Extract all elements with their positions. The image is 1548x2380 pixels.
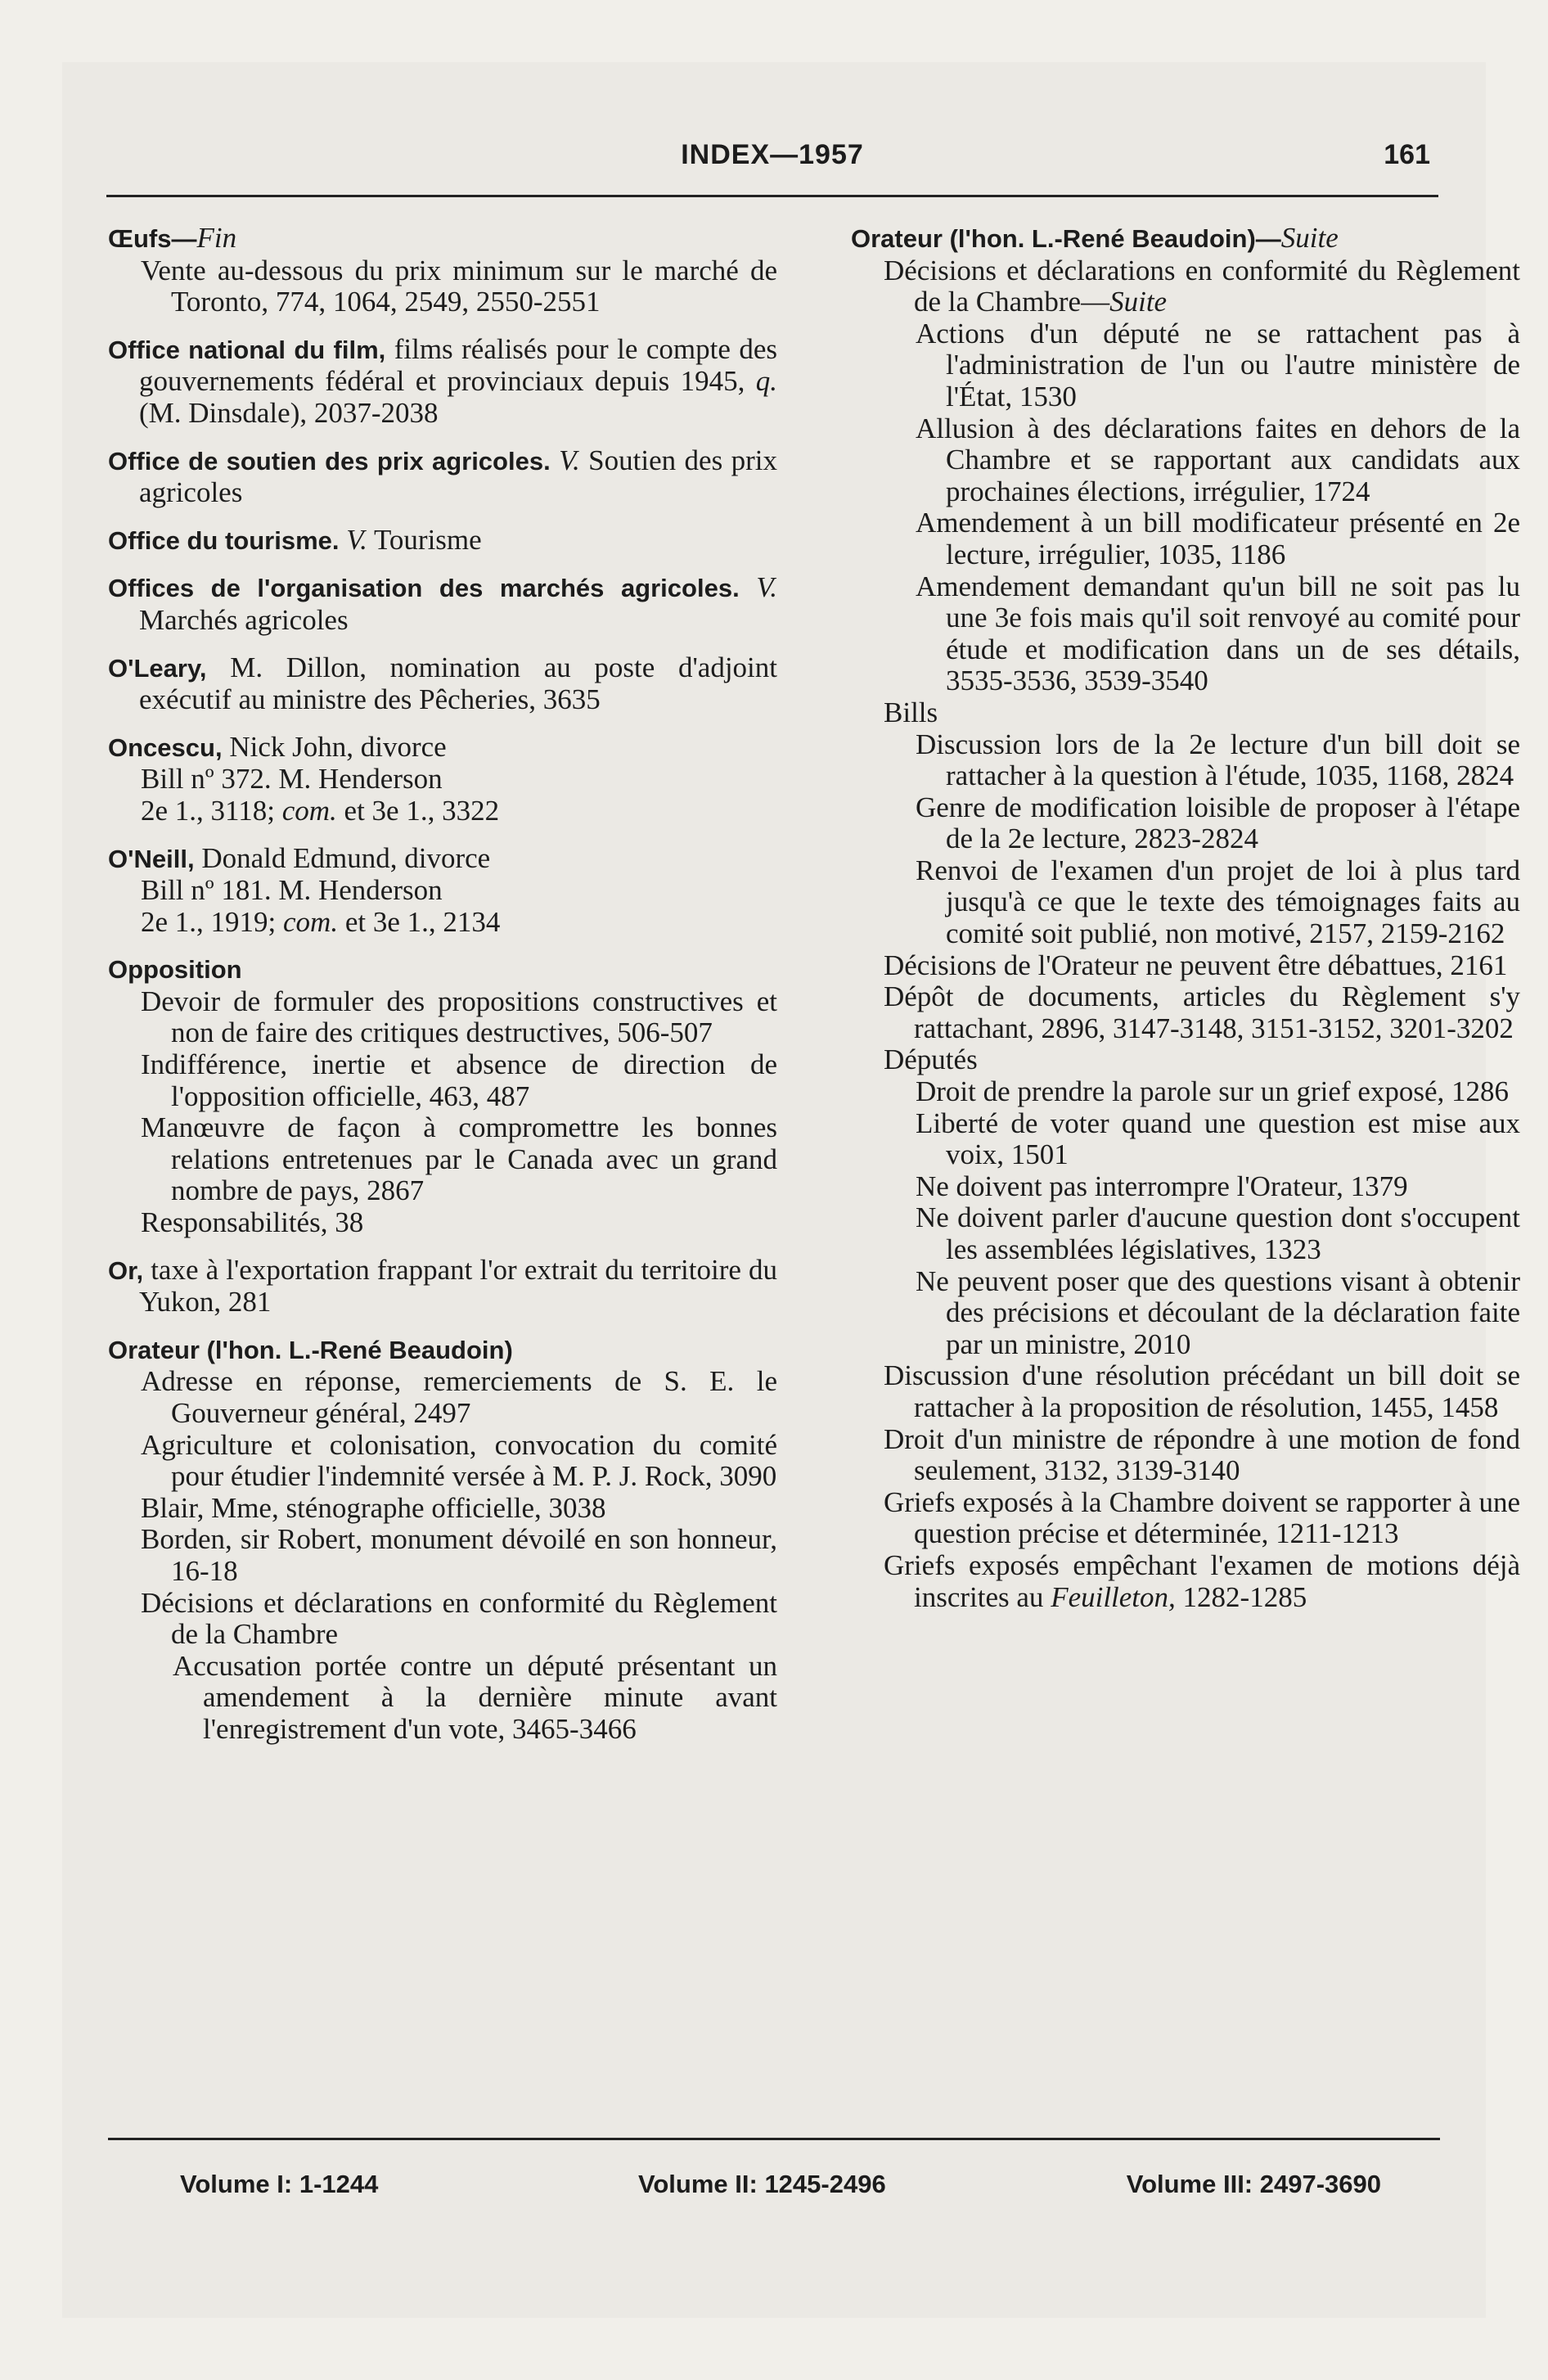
index-column-right [851,223,1520,1613]
entry-italic: Feuilleton, [1051,1580,1176,1613]
entry-text: Nick John, divorce [222,730,447,763]
index-subsubentry: Droit de prendre la parole sur un grief exposé, 1286 [916,1075,1510,1108]
index-subentry: Bill nº 372. M. Henderson [141,763,443,796]
index-entry [108,445,777,509]
index-subsubentry: Genre de modification loisible de proposer à l'étape de la 2e lecture, 2823-2824 [916,791,1520,855]
entry-text: Griefs exposés empêchant l'examen de motions déjà inscrites au [884,1548,1520,1613]
index-subentry: Bill nº 181. M. Henderson [141,874,443,907]
index-entry [108,1334,777,1367]
page-number: 161 [1384,139,1430,170]
index-subentry: Décisions de l'Orateur ne peuvent être débattues, 2161 [884,949,1508,981]
index-subsubentry: Actions d'un député ne se rattachent pas à l'administration de l'un ou l'autre ministère de l'État, 1530 [916,317,1520,412]
volume-range-3: Volume III: 2497-3690 [1126,2170,1381,2198]
entry-text: 2e 1., 3118; [141,794,282,827]
index-subentry: Discussion d'une résolution précédant un bill doit se rattacher à la proposition de résolution, 1455, 1458 [884,1359,1520,1423]
index-subentry: Blair, Mme, sténographe officielle, 3038 [141,1491,606,1524]
index-subentry: Borden, sir Robert, monument dévoilé en son honneur, 16-18 [141,1523,777,1587]
index-subsubentry: Amendement demandant qu'un bill ne soit pas lu une 3e fois mais qu'il soit renvoyé au comité pour étude et modification dans un de ses détails, 3535-3536, 3539-3540 [916,570,1520,697]
index-subsubentry: Ne peuvent poser que des questions visant à obtenir des précisions et découlant de la déclaration faite par un ministre, 2010 [916,1264,1520,1360]
entry-italic: com. [281,794,337,827]
entry-continuation: Suite [1109,286,1168,318]
index-subsubentry: Ne doivent parler d'aucune question dont s'occupent les assemblées législatives, 1323 [916,1201,1520,1265]
index-subentry: Droit d'un ministre de répondre à une motion de fond seulement, 3132, 3139-3140 [884,1422,1520,1487]
entry-text: Soutien des prix agricoles [139,444,778,509]
index-subentry [851,255,1520,318]
entry-text: Marchés agricoles [139,603,349,636]
index-subentry: Responsabilités, 38 [141,1206,364,1239]
volume-range-1: Volume I: 1-1244 [180,2170,379,2198]
index-entry [108,525,777,557]
index-subsubentry: Ne doivent pas interrompre l'Orateur, 1379 [916,1170,1408,1202]
entry-text: et 3e 1., 3322 [336,794,500,827]
index-entry [108,1255,777,1318]
entry-text: Tourisme [367,523,482,556]
entry-text: Décisions et déclarations en conformité du Règlement de la Chambre— [884,254,1520,318]
index-subentry: Bills [884,696,938,728]
index-subentry: Griefs exposés à la Chambre doivent se rapporter à une question précise et déterminée, 1211-1213 [884,1485,1520,1550]
entry-text: Donald Edmund, divorce [194,841,491,874]
index-subentry: Décisions et déclarations en conformité du Règlement de la Chambre [141,1586,777,1651]
index-subsubentry: Liberté de voter quand une question est mise aux voix, 1501 [916,1107,1520,1171]
entry-text: et 3e 1., 2134 [338,905,501,938]
entry-italic: com. [283,905,339,938]
index-entry [108,953,777,986]
index-subentry [108,907,777,939]
index-subentry: Agriculture et colonisation, convocation du comité pour étudier l'indemnité versée à M. P. J. Rock, 3090 [141,1428,777,1493]
entry-text: taxe à l'exportation frappant l'or extrait du territoire du Yukon, 281 [139,1253,777,1318]
index-subsubentry: Allusion à des déclarations faites en dehors de la Chambre et se rapportant aux candidats aux prochaines élections, irrégulier, 1724 [916,412,1520,507]
entry-headword: Orateur (l'hon. L.-René Beaudoin) [108,1335,513,1364]
entry-continuation: Fin [196,222,237,254]
entry-headword: Orateur (l'hon. L.-René Beaudoin)— [851,224,1281,253]
index-subentry: Vente au-dessous du prix minimum sur le marché de Toronto, 774, 1064, 2549, 2550-2551 [141,254,777,318]
index-subsubentry: Renvoi de l'examen d'un projet de loi à plus tard jusqu'à ce que le texte des témoignages faits au comité soit publié, non motivé, 2157, 2159-2162 [916,854,1520,950]
index-subsubentry: Accusation portée contre un député présentant un amendement à la dernière minute avant l'enregistrement d'un vote, 3465-3466 [173,1649,777,1745]
entry-headword: Offices de l'organisation des marchés agricoles. [108,574,740,603]
entry-headword: Office national du film, [108,335,386,364]
index-subentry: Devoir de formuler des propositions constructives et non de faire des critiques destructives, 506-507 [141,985,777,1049]
see-reference: V. [739,571,777,604]
index-subentry: Dépôt de documents, articles du Règlement s'y rattachant, 2896, 3147-3148, 3151-3152, 3201-3202 [884,980,1520,1044]
entry-text: M. Dillon, nomination au poste d'adjoint exécutif au ministre des Pêcheries, 3635 [139,651,777,716]
index-subentry [851,1550,1520,1613]
index-entry [108,223,777,255]
index-entry [108,843,777,876]
entry-headword: Opposition [108,955,242,985]
entry-headword: O'Neill, [108,844,195,873]
entry-headword: Oncescu, [108,732,223,762]
see-reference: V. [339,523,367,556]
index-subentry: Députés [884,1044,978,1076]
running-title: INDEX—1957 [681,139,864,170]
index-entry [108,334,777,430]
entry-headword: Office du tourisme. [108,525,340,555]
page-header [106,137,1438,197]
entry-headword: Office de soutien des prix agricoles. [108,446,551,476]
index-subsubentry: Discussion lors de la 2e lecture d'un bill doit se rattacher à la question à l'étude, 1035, 1168, 2824 [916,728,1520,792]
index-entry [108,572,777,636]
index-subsubentry: Amendement à un bill modificateur présenté en 2e lecture, irrégulier, 1035, 1186 [916,507,1520,570]
index-column-left [108,223,777,1746]
entry-text: 2e 1., 1919; [141,905,284,938]
index-entry [851,223,1520,255]
entry-text: 1282-1285 [1175,1580,1307,1613]
entry-text: (M. Dinsdale), 2037-2038 [139,396,439,429]
index-subentry: Adresse en réponse, remerciements de S. E. le Gouverneur général, 2497 [141,1365,777,1429]
index-subentry [108,796,777,827]
entry-headword: Or, [108,1255,144,1285]
index-subentry: Indifférence, inertie et absence de direction de l'opposition officielle, 463, 487 [141,1048,777,1112]
entry-headword: O'Leary, [108,653,207,683]
volume-footer [108,2138,1440,2198]
index-entry [108,652,777,716]
entry-text: films réalisés pour le compte des gouvernements fédéral et provinciaux depuis 1945, [139,332,777,398]
see-reference: V. [550,444,580,476]
index-subentry: Manœuvre de façon à compromettre les bonnes relations entretenues par le Canada avec un grand nombre de pays, 2867 [141,1111,777,1207]
index-entry [108,732,777,764]
entry-headword: Œufs— [108,224,197,253]
entry-continuation: Suite [1280,222,1339,254]
entry-italic: q. [755,365,777,398]
volume-range-2: Volume II: 1245-2496 [638,2170,886,2198]
